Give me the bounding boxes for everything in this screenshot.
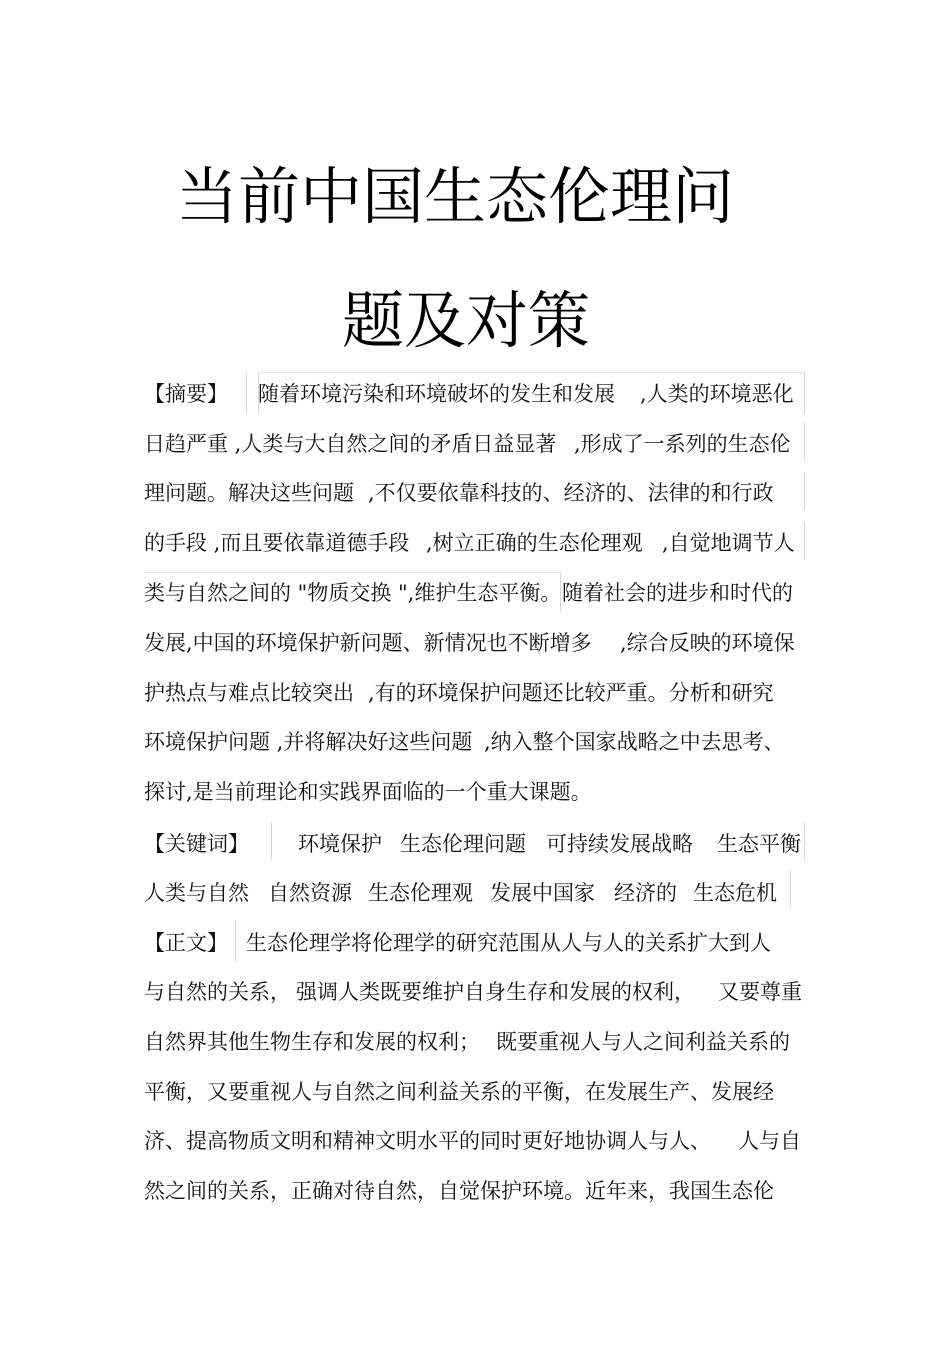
body-line-6	[144, 1181, 804, 1205]
scan-rule	[804, 422, 805, 460]
abstract-text: ,树立正确的生态伦理观	[426, 531, 643, 555]
scan-rule	[804, 522, 805, 560]
abstract-line-1	[144, 384, 804, 408]
abstract-text: 理问题。解决这些问题	[144, 481, 354, 505]
keyword: 环境保护	[298, 832, 382, 856]
keyword: 经济的	[614, 881, 677, 905]
keywords-label: 【关键词】	[144, 832, 249, 856]
keyword: 发展中国家	[490, 881, 595, 905]
abstract-line-2	[144, 434, 804, 458]
document-title-line-1: 当前中国生态伦理问	[176, 160, 735, 233]
body-text: 人与自	[738, 1129, 801, 1153]
body-line-4	[144, 1082, 804, 1106]
abstract-line-8	[144, 732, 804, 756]
scan-rule	[144, 572, 560, 573]
keyword: 人类与自然	[144, 881, 249, 905]
abstract-text: 日趋严重 ,人类与大自然之间的矛盾日益显著	[144, 432, 557, 456]
body-label: 【正文】	[144, 931, 228, 955]
body-text: 自然界其他生物生存和发展的权利；	[144, 1030, 480, 1054]
abstract-label: 【摘要】	[144, 382, 228, 406]
abstract-text: 随着环境污染和环境破坏的发生和发展	[258, 382, 615, 406]
abstract-text: ,不仅要依靠科技的、经济的、法律的和行政	[368, 481, 774, 505]
keyword: 生态平衡	[717, 832, 801, 856]
keyword: 可持续发展战略	[546, 832, 693, 856]
body-line-2	[144, 982, 804, 1006]
document-title-line-2: 题及对策	[342, 284, 591, 357]
keywords-line-1	[144, 834, 804, 858]
body-text: 强调人类既要维护自身生存和发展的权利，	[296, 980, 695, 1004]
abstract-line-3	[144, 483, 804, 507]
abstract-text: 发展,中国的环境保护新问题、新情况也不断增多	[144, 631, 592, 655]
abstract-text: 随着社会的进步和时代的	[562, 581, 793, 605]
body-text: 既要重视人与人之间利益关系的	[496, 1030, 790, 1054]
body-line-1	[144, 933, 804, 957]
scan-rule	[804, 472, 805, 510]
abstract-text: ,自觉地调节人	[662, 531, 795, 555]
abstract-text: ,综合反映的环境保	[620, 631, 795, 655]
body-line-3	[144, 1032, 804, 1056]
scan-rule	[804, 372, 805, 414]
body-text: 济、提高物质文明和精神文明水平的同时更好地协调人与人、	[144, 1129, 711, 1153]
abstract-line-6	[144, 633, 804, 657]
abstract-text: 探讨,是当前理论和实践界面临的一个重大课题。	[144, 780, 592, 804]
abstract-text: ,形成了一系列的生态伦	[574, 432, 791, 456]
abstract-text: 的手段 ,而且要依靠道德手段	[144, 531, 410, 555]
abstract-line-9	[144, 782, 804, 806]
abstract-text: ,有的环境保护问题还比较严重。分析和研究	[368, 681, 774, 705]
abstract-text: ,纳入整个国家战略之中去思考、	[484, 730, 785, 754]
body-text: 又要尊重	[718, 980, 802, 1004]
body-text: 平衡，又要重视人与自然之间利益关系的平衡，在发展生产、发展经	[144, 1080, 774, 1104]
body-text: 然之间的关系，正确对待自然，自觉保护环境。近年来，我国生态伦	[144, 1179, 774, 1203]
scan-rule	[804, 822, 805, 860]
abstract-line-7	[144, 683, 804, 707]
keyword: 生态危机	[693, 881, 777, 905]
body-text: 与自然的关系，	[144, 980, 291, 1004]
abstract-text: 类与自然之间的 "物质交换 ",维护生态平衡。	[144, 581, 562, 605]
keywords-line-2	[144, 883, 804, 907]
keyword: 自然资源	[268, 881, 352, 905]
keyword: 生态伦理问题	[400, 832, 526, 856]
abstract-text: 护热点与难点比较突出	[144, 681, 354, 705]
keyword: 生态伦理观	[368, 881, 473, 905]
abstract-text: ,人类的环境恶化	[640, 382, 794, 406]
abstract-line-4	[144, 533, 804, 557]
body-line-5	[144, 1131, 804, 1155]
scan-rule	[258, 372, 804, 373]
body-text: 生态伦理学将伦理学的研究范围从人与人的关系扩大到人	[246, 931, 771, 955]
abstract-line-5	[144, 583, 804, 607]
abstract-text: 环境保护问题 ,并将解决好这些问题	[144, 730, 473, 754]
